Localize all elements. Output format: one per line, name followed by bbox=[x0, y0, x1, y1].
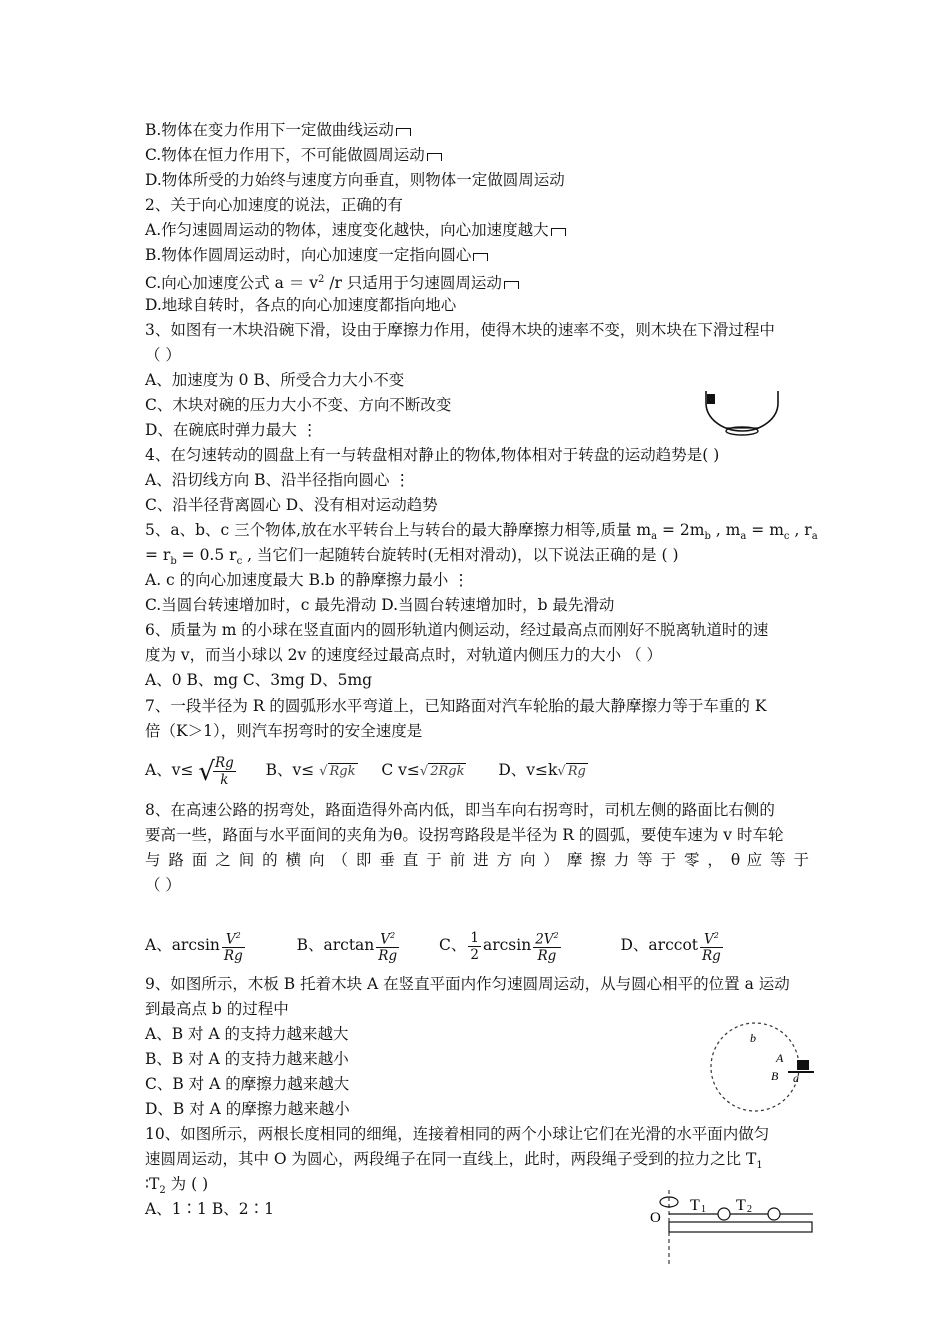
ball-1 bbox=[718, 1208, 730, 1220]
circle-motion-figure bbox=[700, 1020, 815, 1120]
label-A: A bbox=[776, 1051, 784, 1065]
q1-option-c: C.物体在恒力作用下，不可能做圆周运动 bbox=[145, 145, 442, 165]
q9-option-c: C、B 对 A 的摩擦力越来越大 bbox=[145, 1075, 350, 1093]
q9-option-b: B、B 对 A 的支持力越来越小 bbox=[145, 1050, 349, 1068]
q8-options: A、arcsin $\frac{V^2}{Rg}$ B、arctan $\frac{V^2}{Rg}$ C、 $\frac{1}{2}$ arcsin $\frac{2V^2}{Rg}$ D、arccot $\frac{V^2}{Rg}$ bbox=[145, 929, 721, 965]
q2-option-a: A.作匀速圆周运动的物体，速度变化越快，向心加速度越大 bbox=[145, 220, 566, 240]
q10-stem-3: $∶T_2$ 为 ( ) bbox=[145, 1175, 209, 1197]
wood-block bbox=[707, 394, 715, 404]
q3-paren: （ ） bbox=[145, 346, 181, 364]
mark-glyph bbox=[396, 128, 411, 136]
q7-stem-1: 7、一段半径为 R 的圆弧形水平弯道上，已知路面对汽车轮胎的最大静摩擦力等于车重的 K bbox=[145, 697, 767, 715]
label-B: B bbox=[771, 1069, 779, 1083]
q10-stem-2: 速圆周运动，其中 O 为圆心，两段绳子在同一直线上，此时，两段绳子受到的拉力之比 $T_1$ bbox=[145, 1150, 763, 1172]
q3-option-ab: A、加速度为 0 B、所受合力大小不变 bbox=[145, 371, 405, 389]
q4-option-ab: A、沿切线方向 B、沿半径指向圆心 ⋮ bbox=[145, 471, 410, 489]
q6-stem-1: 6、质量为 m 的小球在竖直面内的圆形轨道内侧运动，经过最高点而刚好不脱离轨道时的速 bbox=[145, 621, 769, 639]
q10-options: A、1∶1 B、2∶1 bbox=[145, 1200, 274, 1218]
label-O: O bbox=[650, 1210, 661, 1226]
sqrt-2rgk: √ 2Rgk bbox=[419, 764, 465, 779]
q8-paren: （ ） bbox=[145, 876, 181, 894]
label-T2: T bbox=[736, 1197, 746, 1214]
label-T2-sub: 2 bbox=[747, 1204, 752, 1215]
sqrt-rgk: √ Rgk bbox=[319, 764, 356, 779]
q1-option-b: B.物体在变力作用下一定做曲线运动 bbox=[145, 120, 411, 140]
q6-options: A、0 B、mg C、3mg D、5mg bbox=[145, 671, 373, 689]
q10-stem-1: 10、如图所示，两根长度相同的细绳，连接着相同的两个小球让它们在光滑的水平面内做匀 bbox=[145, 1125, 770, 1143]
q7-options: A、v≤ √ $\frac{Rg}{k}$ B、v≤ √ Rgk C v≤√ 2Rgk D、v≤k√ Rg bbox=[145, 750, 588, 792]
q9-stem-2: 到最高点 b 的过程中 bbox=[145, 1000, 289, 1018]
rope-balls-figure bbox=[648, 1190, 818, 1265]
q5-stem-2: = $r_b = 0.5$ $r_c$ , 当它们一起随转台旋转时(无相对滑动)，以下说法正确的是 ( ) bbox=[145, 546, 679, 568]
mark-glyph bbox=[473, 253, 488, 261]
q9-stem-1: 9、如图所示，木板 B 托着木块 A 在竖直平面内作匀速圆周运动，从与圆心相平的位置 a 运动 bbox=[145, 975, 790, 993]
q6-stem-2: 度为 v，而当小球以 2v 的速度经过最高点时，对轨道内侧压力的大小 （ ） bbox=[145, 646, 663, 664]
q9-option-d: D、B 对 A 的摩擦力越来越小 bbox=[145, 1100, 350, 1118]
q8-stem-3: 与 路 面 之 间 的 横 向 （ 即 垂 直 于 前 进 方 向 ） 摩 擦 力 等 于 零 ， θ 应 等 于 bbox=[145, 851, 809, 869]
label-b: b bbox=[750, 1031, 756, 1045]
label-T1: T bbox=[690, 1197, 700, 1214]
sqrt-rg-over-k: √ $\frac{Rg}{k}$ bbox=[198, 755, 234, 788]
table-surface bbox=[669, 1222, 812, 1232]
label-T1-sub: 1 bbox=[701, 1204, 706, 1215]
block-a bbox=[797, 1060, 809, 1070]
q7-stem-2: 倍（K＞1），则汽车拐弯时的安全速度是 bbox=[145, 722, 423, 740]
q2-option-d: D.地球自转时，各点的向心加速度都指向地心 bbox=[145, 296, 457, 314]
q2-option-c: C.向心加速度公式 $a = v^2$ /r 只适用于匀速圆周运动 bbox=[145, 270, 519, 293]
q5-stem-1: 5、a、b、c 三个物体,放在水平转台上与转台的最大静摩擦力相等,质量 $m_a = 2m_b$ , $m_a = m_c$ , $r_a$ bbox=[145, 521, 818, 543]
q5-option-ab: A. c 的向心加速度最大 B.b 的静摩擦力最小 ⋮ bbox=[145, 571, 469, 589]
mark-glyph bbox=[551, 228, 566, 236]
ball-2 bbox=[768, 1208, 780, 1220]
label-a: a bbox=[793, 1071, 799, 1085]
bowl-outline bbox=[706, 391, 778, 431]
q5-option-cd: C.当圆台转速增加时，c 最先滑动 D.当圆台转速增加时，b 最先滑动 bbox=[145, 596, 615, 614]
q3-option-c: C、木块对碗的压力大小不变、方向不断改变 bbox=[145, 396, 452, 414]
q8-stem-1: 8、在高速公路的拐弯处，路面造得外高内低，即当车向右拐弯时，司机左侧的路面比右侧的 bbox=[145, 801, 775, 819]
q4-stem: 4、在匀速转动的圆盘上有一与转盘相对静止的物体,物体相对于转盘的运动趋势是( ) bbox=[145, 446, 720, 464]
mark-glyph bbox=[504, 281, 519, 289]
q4-option-cd: C、沿半径背离圆心 D、没有相对运动趋势 bbox=[145, 496, 438, 514]
q2-stem: 2、关于向心加速度的说法，正确的有 bbox=[145, 196, 403, 214]
q2-option-b: B.物体作圆周运动时，向心加速度一定指向圆心 bbox=[145, 245, 488, 265]
bowl-figure bbox=[700, 385, 785, 440]
mark-glyph bbox=[427, 153, 442, 161]
q3-option-d: D、在碗底时弹力最大 ⋮ bbox=[145, 421, 318, 439]
sqrt-rg: √ Rg bbox=[557, 764, 586, 779]
q1-option-d: D.物体所受的力始终与速度方向垂直，则物体一定做圆周运动 bbox=[145, 171, 565, 189]
q9-option-a: A、B 对 A 的支持力越来越大 bbox=[145, 1025, 349, 1043]
q3-stem: 3、如图有一木块沿碗下滑，设由于摩擦力作用，使得木块的速率不变，则木块在下滑过程中 bbox=[145, 321, 775, 339]
q8-stem-2: 要高一些，路面与水平面间的夹角为θ。设拐弯路段是半径为 R 的圆弧，要使车速为 v 时车轮 bbox=[145, 826, 784, 844]
